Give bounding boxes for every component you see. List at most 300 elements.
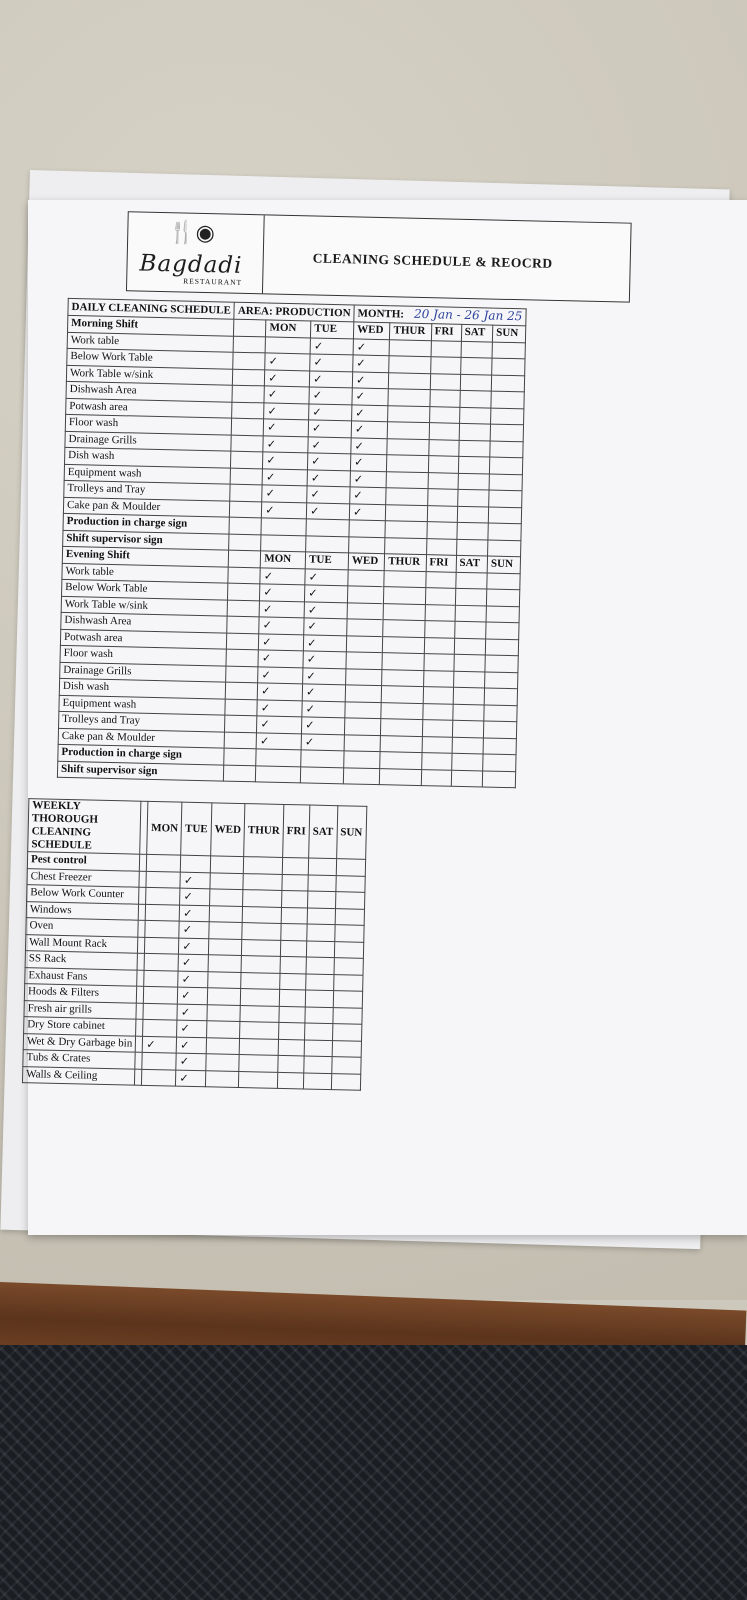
empty-cell	[334, 925, 363, 942]
blank-cell	[231, 435, 263, 452]
empty-cell	[427, 489, 457, 506]
day-header-sat: SAT	[456, 555, 488, 572]
row-item-label: SS Rack	[25, 951, 138, 970]
empty-cell	[205, 1070, 239, 1087]
empty-cell	[306, 941, 334, 958]
weekly-heading-row	[28, 799, 367, 860]
row-item-label: Equipment wash	[64, 464, 231, 484]
empty-cell	[307, 891, 335, 908]
blank-cell	[227, 633, 259, 650]
empty-cell	[430, 373, 460, 390]
day-header-sat: SAT	[309, 805, 338, 859]
empty-cell	[492, 358, 525, 375]
empty-cell	[349, 536, 386, 553]
empty-cell	[455, 605, 487, 622]
empty-cell	[278, 1055, 304, 1072]
tick-mark: ✓	[303, 651, 346, 668]
tick-mark: ✓	[350, 470, 387, 487]
row-item-label: Work table	[67, 332, 234, 352]
empty-cell	[491, 408, 524, 425]
tick-mark: ✓	[351, 454, 388, 471]
empty-cell	[387, 438, 428, 455]
day-header-tue: TUE	[181, 802, 212, 856]
tick-mark: ✓	[304, 634, 347, 651]
weekly-heading: WEEKLY THOROUGH CLEANING SCHEDULE	[28, 799, 142, 855]
day-header-sun: SUN	[487, 556, 520, 573]
empty-cell	[346, 635, 383, 652]
empty-cell	[242, 923, 281, 940]
month-label: MONTH:	[357, 307, 405, 321]
row-item-label: Cake pan & Moulder	[63, 497, 230, 517]
empty-cell	[265, 336, 310, 354]
day-header-fri: FRI	[426, 555, 456, 572]
weekly-schedule-table	[22, 798, 367, 1091]
blank-cell	[232, 402, 264, 419]
empty-cell	[489, 490, 522, 507]
day-header-tue: TUE	[305, 552, 348, 569]
empty-cell	[381, 719, 422, 736]
empty-cell	[332, 1040, 361, 1057]
tick-mark: ✓	[307, 486, 350, 503]
page-title: CLEANING SCHEDULE & REOCRD	[312, 250, 553, 271]
tick-mark: ✓	[302, 700, 345, 717]
empty-cell	[142, 1052, 176, 1069]
empty-cell	[241, 956, 280, 973]
empty-cell	[145, 920, 179, 937]
tick-mark: ✓	[310, 354, 353, 371]
empty-cell	[306, 974, 334, 991]
empty-cell	[385, 521, 426, 538]
empty-cell	[241, 972, 280, 989]
empty-cell	[422, 736, 452, 753]
tick-mark: ✓	[180, 888, 210, 905]
day-header-mon: MON	[266, 320, 311, 338]
empty-cell	[181, 855, 211, 872]
blank-cell	[226, 682, 258, 699]
row-item-label: Potwash area	[60, 629, 227, 649]
tick-mark: ✓	[258, 650, 303, 668]
tick-mark: ✓	[260, 567, 305, 585]
empty-cell	[147, 854, 181, 871]
empty-cell	[279, 1006, 305, 1023]
row-item-label: Dish wash	[65, 447, 232, 467]
empty-cell	[331, 1073, 360, 1090]
empty-cell	[451, 770, 483, 787]
row-item-label: Chest Freezer	[27, 868, 140, 887]
tick-mark: ✓	[350, 487, 387, 504]
empty-cell	[242, 906, 281, 923]
empty-cell	[306, 957, 334, 974]
tick-mark: ✓	[349, 503, 386, 520]
empty-cell	[261, 534, 306, 552]
row-item-label: Work Table w/sink	[66, 365, 233, 385]
blank-cell	[225, 699, 257, 716]
empty-cell	[381, 702, 422, 719]
tick-mark: ✓	[303, 667, 346, 684]
empty-cell	[280, 940, 306, 957]
empty-cell	[301, 750, 344, 767]
empty-cell	[429, 390, 459, 407]
empty-cell	[484, 704, 517, 721]
tick-mark: ✓	[304, 601, 347, 618]
blank-cell	[233, 369, 265, 386]
empty-cell	[387, 455, 428, 472]
tick-mark: ✓	[260, 584, 305, 602]
tick-mark: ✓	[178, 987, 208, 1004]
empty-cell	[430, 357, 460, 374]
empty-cell	[383, 620, 424, 637]
row-item-label: Shift supervisor sign	[57, 761, 224, 781]
empty-cell	[306, 535, 349, 552]
empty-cell	[425, 571, 455, 588]
empty-cell	[346, 652, 383, 669]
empty-cell	[206, 1021, 240, 1038]
empty-cell	[145, 937, 179, 954]
empty-cell	[484, 688, 517, 705]
empty-cell	[423, 687, 453, 704]
tick-mark: ✓	[310, 337, 353, 354]
tick-mark: ✓	[256, 732, 301, 750]
tick-mark: ✓	[143, 1036, 177, 1053]
blank-cell	[230, 484, 262, 501]
empty-cell	[459, 407, 491, 424]
empty-cell	[345, 718, 382, 735]
empty-cell	[454, 621, 486, 638]
tick-mark: ✓	[352, 388, 389, 405]
empty-cell	[345, 701, 382, 718]
empty-cell	[304, 1056, 332, 1073]
blank-cell	[228, 583, 260, 600]
empty-cell	[383, 636, 424, 653]
empty-cell	[277, 1072, 303, 1089]
row-item-label: Fresh air grills	[24, 1000, 137, 1019]
blank-cell	[232, 385, 264, 402]
empty-cell	[144, 970, 178, 987]
empty-cell	[256, 749, 301, 767]
empty-cell	[488, 540, 521, 557]
tick-mark: ✓	[264, 419, 309, 437]
tick-mark: ✓	[178, 971, 208, 988]
empty-cell	[279, 989, 305, 1006]
empty-cell	[209, 905, 243, 922]
empty-cell	[207, 1004, 241, 1021]
tick-mark: ✓	[179, 905, 209, 922]
logo-name: Bagdadi	[139, 250, 243, 279]
blank-cell	[233, 352, 265, 369]
row-item-label: Drainage Grills	[65, 431, 232, 451]
empty-cell	[334, 958, 363, 975]
fabric-pattern	[0, 1345, 747, 1600]
empty-cell	[455, 588, 487, 605]
empty-cell	[456, 539, 488, 556]
tick-mark: ✓	[309, 403, 352, 420]
empty-cell	[282, 890, 308, 907]
empty-cell	[240, 1005, 279, 1022]
empty-cell	[208, 971, 242, 988]
empty-cell	[144, 953, 178, 970]
empty-cell	[301, 766, 344, 783]
shift-label: Evening Shift	[62, 546, 229, 566]
tick-mark: ✓	[353, 355, 390, 372]
tick-mark: ✓	[265, 369, 310, 387]
empty-cell	[431, 340, 461, 357]
empty-cell	[490, 424, 523, 441]
empty-cell	[243, 873, 282, 890]
empty-cell	[206, 1054, 240, 1071]
empty-cell	[483, 737, 516, 754]
blank-cell	[234, 319, 266, 336]
empty-cell	[240, 1022, 279, 1039]
empty-cell	[460, 390, 492, 407]
empty-cell	[387, 471, 428, 488]
empty-cell	[384, 587, 425, 604]
empty-cell	[492, 342, 525, 359]
empty-cell	[304, 1023, 332, 1040]
tick-mark: ✓	[265, 353, 310, 371]
empty-cell	[244, 857, 283, 874]
empty-cell	[305, 990, 333, 1007]
area-label: AREA: PRODUCTION	[234, 302, 354, 322]
day-header-thur: THUR	[390, 323, 431, 340]
day-header-tue: TUE	[311, 321, 354, 338]
empty-cell	[458, 456, 490, 473]
tick-mark: ✓	[307, 502, 350, 519]
empty-cell	[331, 1057, 360, 1074]
empty-cell	[384, 570, 425, 587]
empty-cell	[454, 654, 486, 671]
empty-cell	[382, 653, 423, 670]
empty-cell	[491, 375, 524, 392]
row-item-label: Trolleys and Tray	[64, 480, 231, 500]
row-item-label: Tubs & Crates	[23, 1050, 136, 1069]
logo	[127, 212, 265, 293]
empty-cell	[422, 720, 452, 737]
tick-mark: ✓	[177, 1020, 207, 1037]
tick-mark: ✓	[352, 371, 389, 388]
empty-cell	[490, 457, 523, 474]
empty-cell	[278, 1039, 304, 1056]
tick-mark: ✓	[263, 452, 308, 470]
tick-mark: ✓	[262, 501, 307, 519]
blank-cell	[226, 649, 258, 666]
empty-cell	[343, 767, 380, 784]
empty-cell	[209, 889, 243, 906]
tick-mark: ✓	[302, 684, 345, 701]
tick-mark: ✓	[351, 421, 388, 438]
empty-cell	[332, 1007, 361, 1024]
row-item-label: Work table	[62, 563, 229, 583]
row-item-label: Below Work Table	[62, 579, 229, 599]
empty-cell	[455, 572, 487, 589]
day-header-mon: MON	[261, 551, 306, 569]
empty-cell	[333, 974, 362, 991]
row-item-label: Dry Store cabinet	[24, 1017, 137, 1036]
row-item-label: Trolleys and Tray	[59, 711, 226, 731]
blank-cell	[224, 748, 256, 765]
tick-mark: ✓	[258, 666, 303, 684]
tick-mark: ✓	[304, 618, 347, 635]
empty-cell	[427, 505, 457, 522]
empty-cell	[280, 973, 306, 990]
empty-cell	[458, 473, 490, 490]
row-item-label: Below Work Table	[67, 348, 234, 368]
tick-mark: ✓	[309, 387, 352, 404]
empty-cell	[460, 374, 492, 391]
empty-cell	[335, 892, 364, 909]
day-header-thur: THUR	[244, 804, 284, 858]
empty-cell	[390, 339, 431, 356]
empty-cell	[491, 391, 524, 408]
blank-cell	[229, 517, 261, 534]
empty-cell	[261, 518, 306, 536]
empty-cell	[384, 603, 425, 620]
tick-mark: ✓	[308, 453, 351, 470]
empty-cell	[486, 606, 519, 623]
empty-cell	[487, 589, 520, 606]
tick-mark: ✓	[262, 485, 307, 503]
day-header-sat: SAT	[461, 324, 493, 341]
shift-label: Morning Shift	[68, 315, 235, 335]
row-item-label: Below Work Counter	[27, 885, 140, 904]
empty-cell	[457, 489, 489, 506]
row-item-label: Pest control	[27, 852, 140, 871]
row-item-label: Work Table w/sink	[61, 596, 228, 616]
empty-cell	[280, 956, 306, 973]
tick-mark: ✓	[257, 699, 302, 717]
tick-mark: ✓	[259, 600, 304, 618]
empty-cell	[143, 1003, 177, 1020]
day-header-wed: WED	[211, 803, 245, 857]
day-header-thur: THUR	[385, 554, 426, 571]
empty-cell	[306, 519, 349, 536]
empty-cell	[457, 522, 489, 539]
blank-cell	[224, 732, 256, 749]
empty-cell	[453, 671, 485, 688]
day-header-fri: FRI	[283, 804, 310, 858]
empty-cell	[209, 922, 243, 939]
empty-cell	[146, 904, 180, 921]
tick-mark: ✓	[307, 469, 350, 486]
tick-mark: ✓	[259, 617, 304, 635]
empty-cell	[347, 619, 384, 636]
empty-cell	[458, 440, 490, 457]
empty-cell	[428, 472, 458, 489]
logo-subtitle: RESTAURANT	[183, 276, 243, 287]
empty-cell	[348, 569, 385, 586]
day-header-sun: SUN	[336, 806, 366, 860]
empty-cell	[210, 856, 244, 873]
empty-cell	[429, 406, 459, 423]
row-item-label: Wall Mount Rack	[25, 934, 138, 953]
cleaning-schedule-sheet	[28, 200, 747, 1235]
empty-cell	[308, 875, 336, 892]
empty-cell	[424, 637, 454, 654]
tick-mark: ✓	[305, 568, 348, 585]
day-header-fri: FRI	[431, 324, 461, 341]
tick-mark: ✓	[179, 938, 209, 955]
tick-mark: ✓	[308, 436, 351, 453]
empty-cell	[489, 474, 522, 491]
tick-mark: ✓	[257, 716, 302, 734]
empty-cell	[490, 441, 523, 458]
row-item-label: Cake pan & Moulder	[58, 728, 225, 748]
month-value: 20 Jan - 26 Jan 25	[413, 306, 523, 324]
daily-schedule-table	[57, 298, 527, 788]
empty-cell	[142, 1069, 176, 1086]
empty-cell	[429, 423, 459, 440]
empty-cell	[385, 537, 426, 554]
empty-cell	[380, 752, 421, 769]
row-item-label: Wet & Dry Garbage bin	[23, 1033, 136, 1052]
tick-mark: ✓	[305, 585, 348, 602]
empty-cell	[389, 372, 430, 389]
tick-mark: ✓	[258, 683, 303, 701]
tick-mark: ✓	[263, 435, 308, 453]
empty-cell	[426, 538, 456, 555]
blank-cell	[231, 451, 263, 468]
tick-mark: ✓	[301, 733, 344, 750]
blank-cell	[224, 765, 256, 782]
blank-cell	[233, 336, 265, 353]
daily-heading: DAILY CLEANING SCHEDULE	[68, 298, 235, 319]
empty-cell	[485, 671, 518, 688]
empty-cell	[344, 751, 381, 768]
empty-cell	[279, 1022, 305, 1039]
empty-cell	[282, 857, 308, 874]
empty-cell	[487, 573, 520, 590]
tick-mark: ✓	[310, 370, 353, 387]
empty-cell	[206, 1037, 240, 1054]
blank-cell	[226, 666, 258, 683]
empty-cell	[242, 939, 281, 956]
empty-cell	[485, 655, 518, 672]
empty-cell	[452, 704, 484, 721]
row-item-label: Windows	[26, 901, 139, 920]
empty-cell	[304, 1039, 332, 1056]
empty-cell	[488, 523, 521, 540]
empty-cell	[426, 522, 456, 539]
row-item-label: Walls & Ceiling	[22, 1066, 135, 1085]
tick-mark: ✓	[176, 1070, 206, 1087]
empty-cell	[422, 703, 452, 720]
empty-cell	[484, 721, 517, 738]
empty-cell	[423, 654, 453, 671]
empty-cell	[256, 765, 301, 783]
empty-cell	[428, 456, 458, 473]
tick-mark: ✓	[308, 420, 351, 437]
tick-mark: ✓	[353, 338, 390, 355]
tick-mark: ✓	[302, 717, 345, 734]
empty-cell	[146, 871, 180, 888]
row-item-label: Hoods & Filters	[24, 984, 137, 1003]
row-item-label: Shift supervisor sign	[63, 530, 230, 550]
empty-cell	[143, 1019, 177, 1036]
empty-cell	[386, 504, 427, 521]
empty-cell	[461, 341, 493, 358]
row-item-label: Exhaust Fans	[25, 967, 138, 986]
empty-cell	[332, 1024, 361, 1041]
blank-cell	[230, 501, 262, 518]
empty-cell	[334, 941, 363, 958]
blank-cell	[227, 616, 259, 633]
empty-cell	[347, 602, 384, 619]
empty-cell	[382, 669, 423, 686]
day-header-sun: SUN	[493, 325, 526, 342]
empty-cell	[335, 908, 364, 925]
empty-cell	[483, 754, 516, 771]
empty-cell	[486, 622, 519, 639]
row-item-label: Production in charge sign	[63, 513, 230, 533]
